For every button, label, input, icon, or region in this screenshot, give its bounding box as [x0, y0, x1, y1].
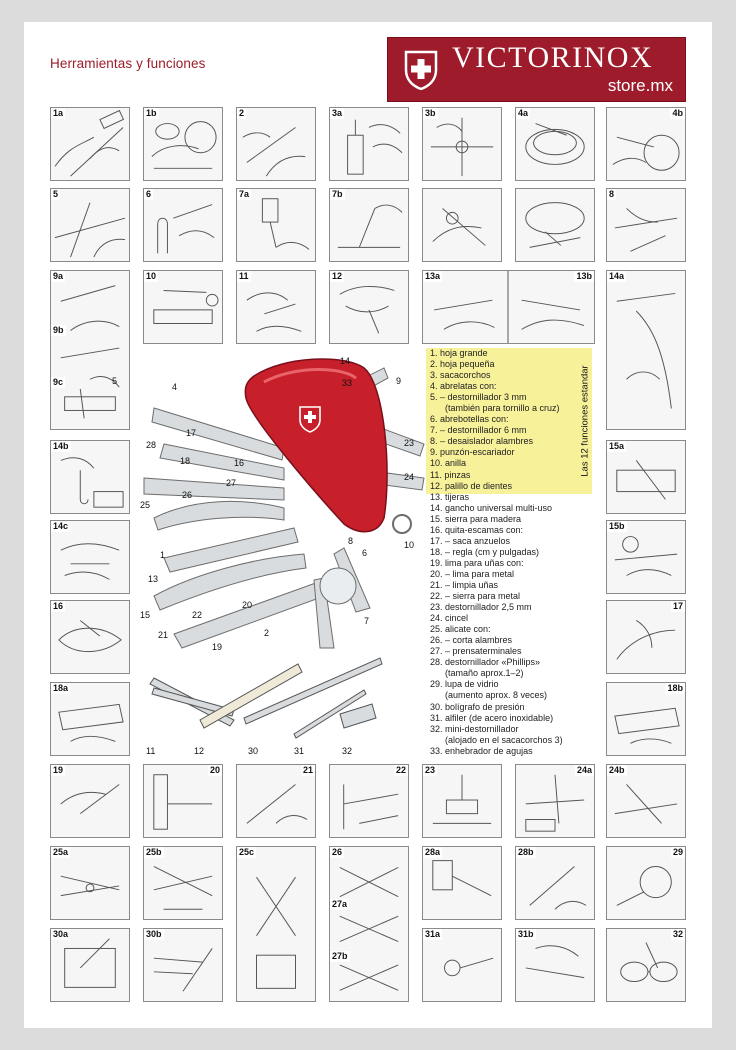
panel-label: 9c	[53, 377, 64, 387]
panel-30a	[50, 928, 130, 1002]
tool-number: 6	[362, 548, 368, 558]
panel-14a	[606, 270, 686, 430]
tool-number: 23	[404, 438, 415, 448]
panel-label: 11	[239, 271, 249, 281]
list-item: 5. – destornillador 3 mm	[430, 392, 527, 403]
panel-29	[606, 846, 686, 920]
panel-illustration	[237, 108, 315, 180]
panel-4b	[606, 107, 686, 181]
panel-illustration	[516, 189, 594, 261]
panel-4a	[515, 107, 595, 181]
list-item: 10. anilla	[430, 458, 467, 469]
panel-illustration	[423, 189, 501, 261]
panel-illustration	[51, 189, 129, 261]
tool-number: 20	[242, 600, 253, 610]
tool-number: 27	[226, 478, 237, 488]
tool-number: 1	[160, 550, 166, 560]
list-item: 6. abrebotellas con:	[430, 414, 509, 425]
list-item: (aumento aprox. 8 veces)	[430, 690, 548, 701]
panel-25c	[236, 846, 316, 1002]
panel-label: 28b	[518, 847, 534, 857]
panel-label: 15a	[609, 441, 625, 451]
panel-31b	[515, 928, 595, 1002]
list-item: 14. gancho universal multi-uso	[430, 502, 553, 513]
panel-label: 18b	[667, 683, 683, 693]
panel-10	[143, 270, 223, 344]
panel-5	[50, 188, 130, 262]
panel-label: 14b	[53, 441, 69, 451]
tool-number: 13	[148, 574, 159, 584]
panel-25a	[50, 846, 130, 920]
tool-number: 5	[112, 376, 118, 386]
panel-23	[422, 764, 502, 838]
list-item: 9. punzón-escariador	[430, 447, 515, 458]
panel-2	[236, 107, 316, 181]
panel-18a	[50, 682, 130, 756]
panel-label: 27a	[332, 899, 348, 909]
tool-number: 24	[404, 472, 415, 482]
panel-illustration	[607, 271, 685, 429]
list-item: 22. – sierra para metal	[430, 591, 521, 602]
panel-3a	[329, 107, 409, 181]
panel-24a	[515, 764, 595, 838]
list-item: (también para tornillo a cruz)	[430, 403, 560, 414]
list-item: (tamaño aprox.1–2)	[430, 668, 524, 679]
panel-26-27	[329, 846, 409, 1002]
panel-label: 8	[609, 189, 615, 199]
logo-brand: VICTORINOX	[452, 41, 654, 74]
list-item: (alojado en el sacacorchos 3)	[430, 734, 563, 745]
panel-label: 29	[672, 847, 683, 857]
tool-number: 10	[404, 540, 415, 550]
panel-7b	[329, 188, 409, 262]
panel-label: 25b	[146, 847, 162, 857]
panel-14c	[50, 520, 130, 594]
list-item: 16. quita-escamas con:	[430, 524, 524, 535]
panel-label: 31a	[425, 929, 441, 939]
panel-label: 4a	[518, 108, 529, 118]
tool-number: 33	[342, 378, 353, 388]
list-item: 20. – lima para metal	[430, 568, 515, 579]
list-item: 28. destornillador «Phillips»	[430, 657, 541, 668]
panel-32	[606, 928, 686, 1002]
function-list	[430, 348, 563, 757]
panel-label: 21	[302, 765, 313, 775]
list-item: 7. – destornillador 6 mm	[430, 425, 527, 436]
panel-25b	[143, 846, 223, 920]
panel-label: 30a	[53, 929, 69, 939]
list-item: 15. sierra para madera	[430, 513, 522, 524]
panel-label: 28a	[425, 847, 441, 857]
panel-label: 1a	[53, 108, 64, 118]
panel-label: 25c	[239, 847, 255, 857]
panel-label: 31b	[518, 929, 534, 939]
victorinox-shield-logo-icon	[403, 48, 439, 90]
panel-label: 23	[425, 765, 436, 775]
list-item: 29. lupa de vidrio	[430, 679, 499, 690]
list-item: 2. hoja pequeña	[430, 359, 495, 370]
tool-number: 2	[264, 628, 270, 638]
panel-24b	[606, 764, 686, 838]
list-item: 24. cincel	[430, 613, 469, 624]
panel-11	[236, 270, 316, 344]
panel-label: 7a	[239, 189, 250, 199]
panel-label: 1b	[146, 108, 157, 118]
panel-28a	[422, 846, 502, 920]
panel-label: 13a	[425, 271, 441, 281]
list-item: 30. bolígrafo de presión	[430, 701, 525, 712]
victorinox-logo	[387, 37, 686, 102]
panel-label: 16	[53, 601, 64, 611]
tool-number: 19	[212, 642, 223, 652]
panel-label: 18a	[53, 683, 69, 693]
tool-number: 4	[172, 382, 178, 392]
tool-number: 18	[180, 456, 191, 466]
list-item: 4. abrelatas con:	[430, 381, 497, 392]
swiss-army-knife-icon	[134, 348, 426, 768]
list-item: 33. enhebrador de agujas	[430, 745, 533, 756]
tool-number: 9	[396, 376, 402, 386]
tool-number: 28	[146, 440, 157, 450]
panel-1a	[50, 107, 130, 181]
list-item: 27. – prensaterminales	[430, 646, 522, 657]
panel-illustration	[423, 271, 594, 343]
panel-8	[606, 188, 686, 262]
panel-28b	[515, 846, 595, 920]
panel-31a	[422, 928, 502, 1002]
panel-illustration	[51, 271, 129, 429]
list-item: 1. hoja grande	[430, 348, 488, 358]
list-item: 26. – corta alambres	[430, 635, 513, 646]
panel-1b	[143, 107, 223, 181]
panel-30b	[143, 928, 223, 1002]
panel-blank-r2-5	[422, 188, 502, 262]
list-item: 23. destornillador 2,5 mm	[430, 602, 532, 613]
panel-label: 4b	[672, 108, 683, 118]
panel-illustration	[144, 189, 222, 261]
panel-blank-r2-6	[515, 188, 595, 262]
panel-label: 13b	[576, 271, 592, 281]
panel-label: 25a	[53, 847, 69, 857]
panel-label: 30b	[146, 929, 162, 939]
panel-label: 5	[53, 189, 59, 199]
panel-label: 24b	[609, 765, 625, 775]
panel-6	[143, 188, 223, 262]
list-item: 32. mini-destornillador	[430, 723, 519, 734]
tool-number: 17	[186, 428, 197, 438]
panel-label: 10	[146, 271, 157, 281]
panel-label: 20	[209, 765, 220, 775]
panel-9	[50, 270, 130, 430]
list-item: 21. – limpia uñas	[430, 579, 499, 590]
panel-12	[329, 270, 409, 344]
list-item: 17. – saca anzuelos	[430, 535, 511, 546]
panel-18b	[606, 682, 686, 756]
list-item: 18. – regla (cm y pulgadas)	[430, 546, 540, 557]
panel-13	[422, 270, 595, 344]
tool-number: 25	[140, 500, 151, 510]
list-item: 12. palillo de dientes	[430, 480, 513, 491]
panel-illustration	[330, 847, 408, 1001]
panel-label: 14c	[53, 521, 69, 531]
panel-22	[329, 764, 409, 838]
list-item: 11. pinzas	[430, 469, 471, 480]
panel-16	[50, 600, 130, 674]
panel-illustration	[237, 847, 315, 1001]
panel-19	[50, 764, 130, 838]
list-item: 19. lima para uñas con:	[430, 557, 524, 568]
list-item: 31. alfiler (de acero inoxidable)	[430, 712, 554, 723]
panel-label: 32	[672, 929, 683, 939]
panel-label: 24a	[576, 765, 592, 775]
page-title: Herramientas y funciones	[50, 56, 206, 71]
tool-number: 11	[146, 746, 156, 756]
panel-15b	[606, 520, 686, 594]
tool-number: 22	[192, 610, 203, 620]
tool-number: 16	[234, 458, 245, 468]
panel-label: 12	[332, 271, 343, 281]
tool-number: 31	[294, 746, 305, 756]
panel-14b	[50, 440, 130, 514]
panel-17	[606, 600, 686, 674]
standard-functions-text: Las 12 funciones estandar	[579, 365, 591, 477]
tool-number: 26	[182, 490, 193, 500]
list-item: 3. sacacorchos	[430, 370, 491, 381]
panel-7a	[236, 188, 316, 262]
panel-20	[143, 764, 223, 838]
list-item: 25. alicate con:	[430, 624, 491, 635]
tool-number: 15	[140, 610, 151, 620]
panel-label: 26	[332, 847, 343, 857]
panel-label: 3b	[425, 108, 436, 118]
panel-label: 9a	[53, 271, 64, 281]
knife-illustration	[112, 348, 426, 768]
panel-3b	[422, 107, 502, 181]
panel-label: 3a	[332, 108, 343, 118]
panel-21	[236, 764, 316, 838]
tool-number: 14	[340, 356, 351, 366]
panel-label: 27b	[332, 951, 348, 961]
panel-label: 22	[395, 765, 406, 775]
tool-number: 12	[194, 746, 205, 756]
panel-label: 7b	[332, 189, 343, 199]
tool-number: 30	[248, 746, 259, 756]
list-item: 13. tijeras	[430, 491, 470, 502]
panel-15a	[606, 440, 686, 514]
tool-number: 32	[342, 746, 353, 756]
panel-label: 6	[146, 189, 152, 199]
panel-label: 2	[239, 108, 245, 118]
panel-label: 15b	[609, 521, 625, 531]
logo-store: store.mx	[607, 76, 673, 95]
panel-label: 9b	[53, 325, 64, 335]
panel-label: 19	[53, 765, 64, 775]
standard-functions-label	[578, 348, 592, 494]
tool-number: 8	[348, 536, 354, 546]
list-item: 8. – desaislador alambres	[430, 436, 534, 447]
tool-number: 7	[364, 616, 370, 626]
panel-label: 17	[672, 601, 683, 611]
panel-illustration	[607, 189, 685, 261]
tool-number: 21	[158, 630, 169, 640]
panel-label: 14a	[609, 271, 625, 281]
